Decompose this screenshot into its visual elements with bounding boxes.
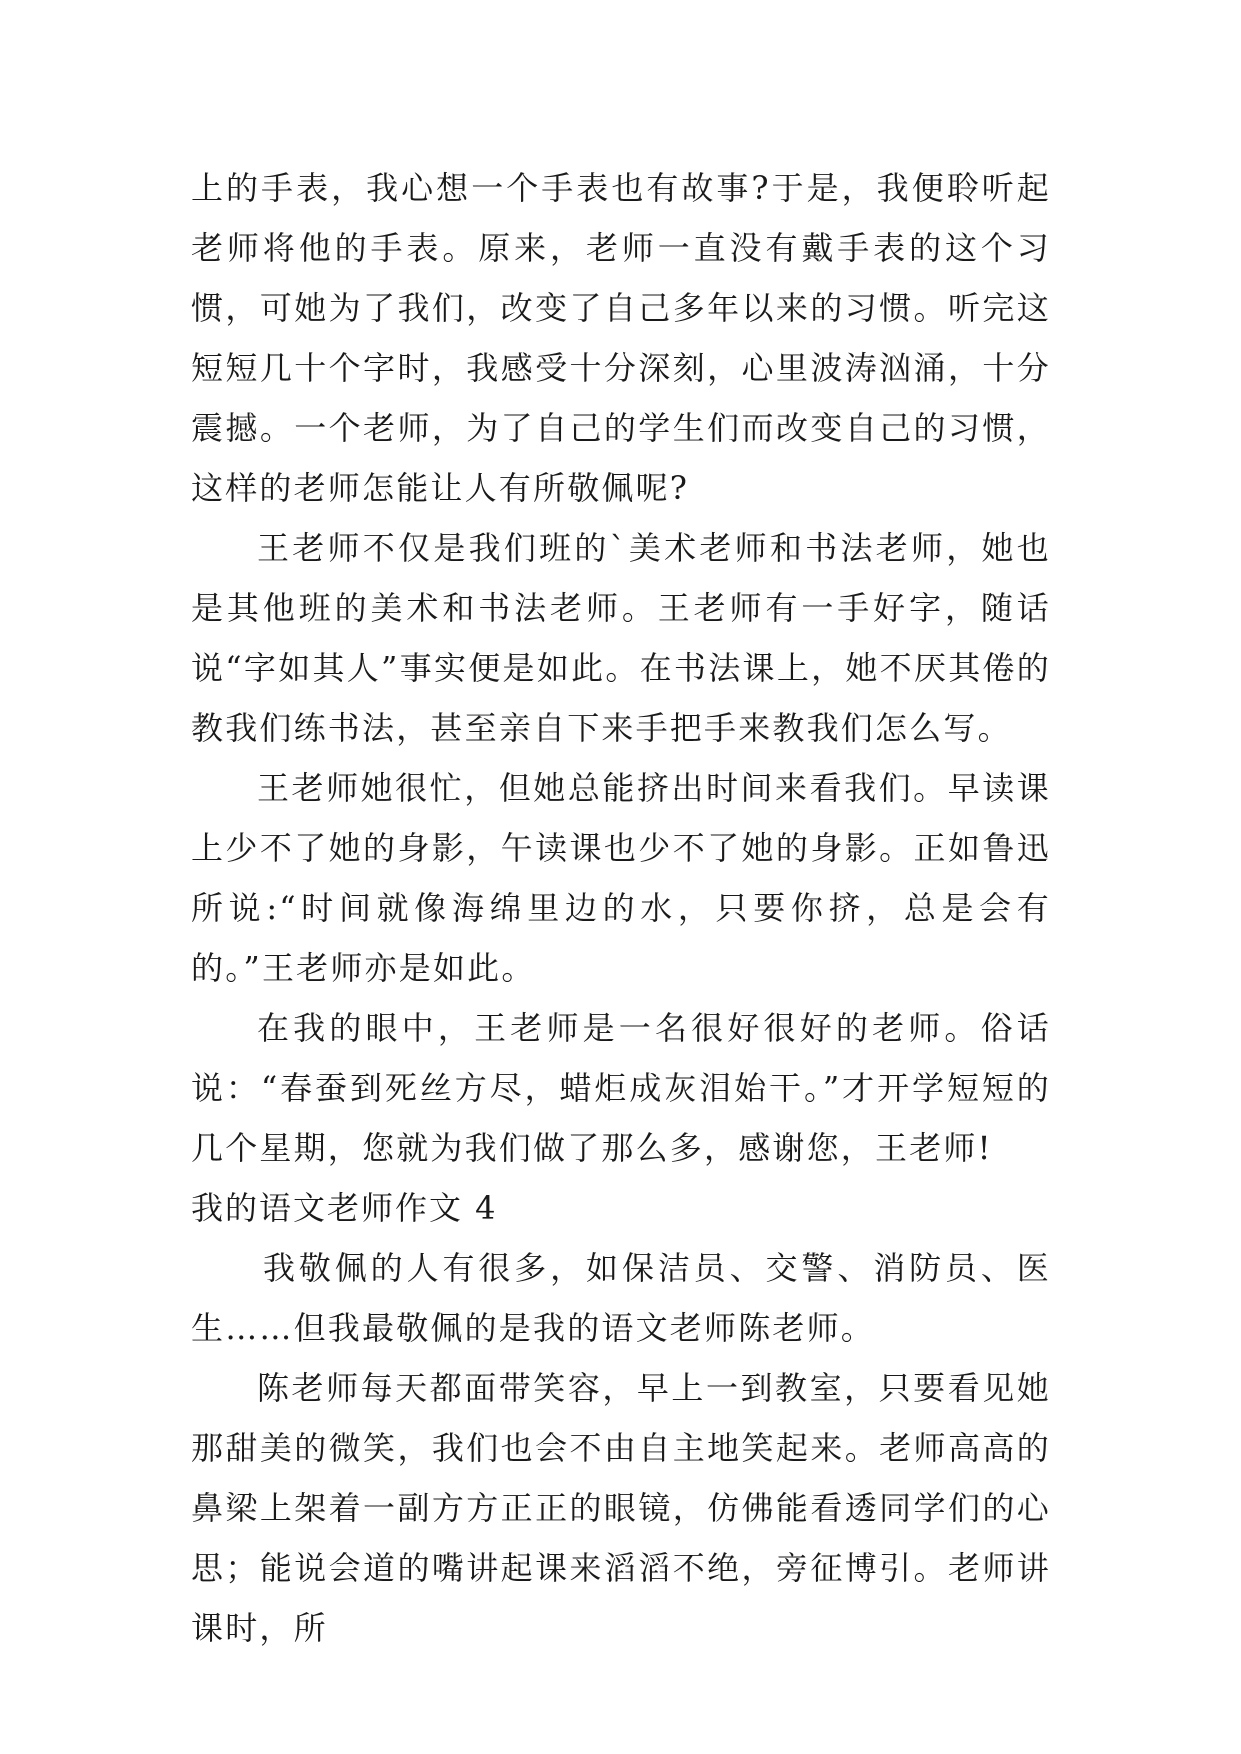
paragraph-busy: 王老师她很忙，但她总能挤出时间来看我们。早读课上少不了她的身影，午读课也少不了她的身影。正如鲁迅所说:“时间就像海绵里边的水，只要你挤，总是会有的。”王老师亦是如此。 (191, 769, 1051, 987)
paragraph-continued: 上的手表，我心想一个手表也有故事?于是，我便聆听起老师将他的手表。原来，老师一直没有戴手表的这个习惯，可她为了我们，改变了自己多年以来的习惯。听完这短短几十个字时，我感受十分深刻，心里波涛汹涌，十分震撼。一个老师，为了自己的学生们而改变自己的习惯，这样的老师怎能让人有所敬佩呢? (191, 169, 1051, 507)
paragraph-admire: 我敬佩的人有很多，如保洁员、交警、消防员、医生……但我最敬佩的是我的语文老师陈老师。 (191, 1249, 1051, 1347)
paragraph-teacher-chen: 陈老师每天都面带笑容，早上一到教室，只要看见她那甜美的微笑，我们也会不由自主地笑起来。老师高高的鼻梁上架着一副方方正正的眼镜，仿佛能看透同学们的心思；能说会道的嘴讲起课来滔滔不绝，旁征博引。老师讲课时，所 (191, 1369, 1051, 1647)
section-heading: 我的语文老师作文 4 (191, 1189, 498, 1227)
paragraph-calligraphy: 王老师不仅是我们班的`美术老师和书法老师，她也是其他班的美术和书法老师。王老师有一手好字，随话说“字如其人”事实便是如此。在书法课上，她不厌其倦的教我们练书法，甚至亲自下来手把手来教我们怎么写。 (191, 529, 1051, 747)
paragraph-gratitude: 在我的眼中，王老师是一名很好很好的老师。俗话说：“春蚕到死丝方尽，蜡炬成灰泪始干。”才开学短短的几个星期，您就为我们做了那么多，感谢您，王老师! (191, 1009, 1051, 1167)
document-page (191, 158, 1051, 1658)
